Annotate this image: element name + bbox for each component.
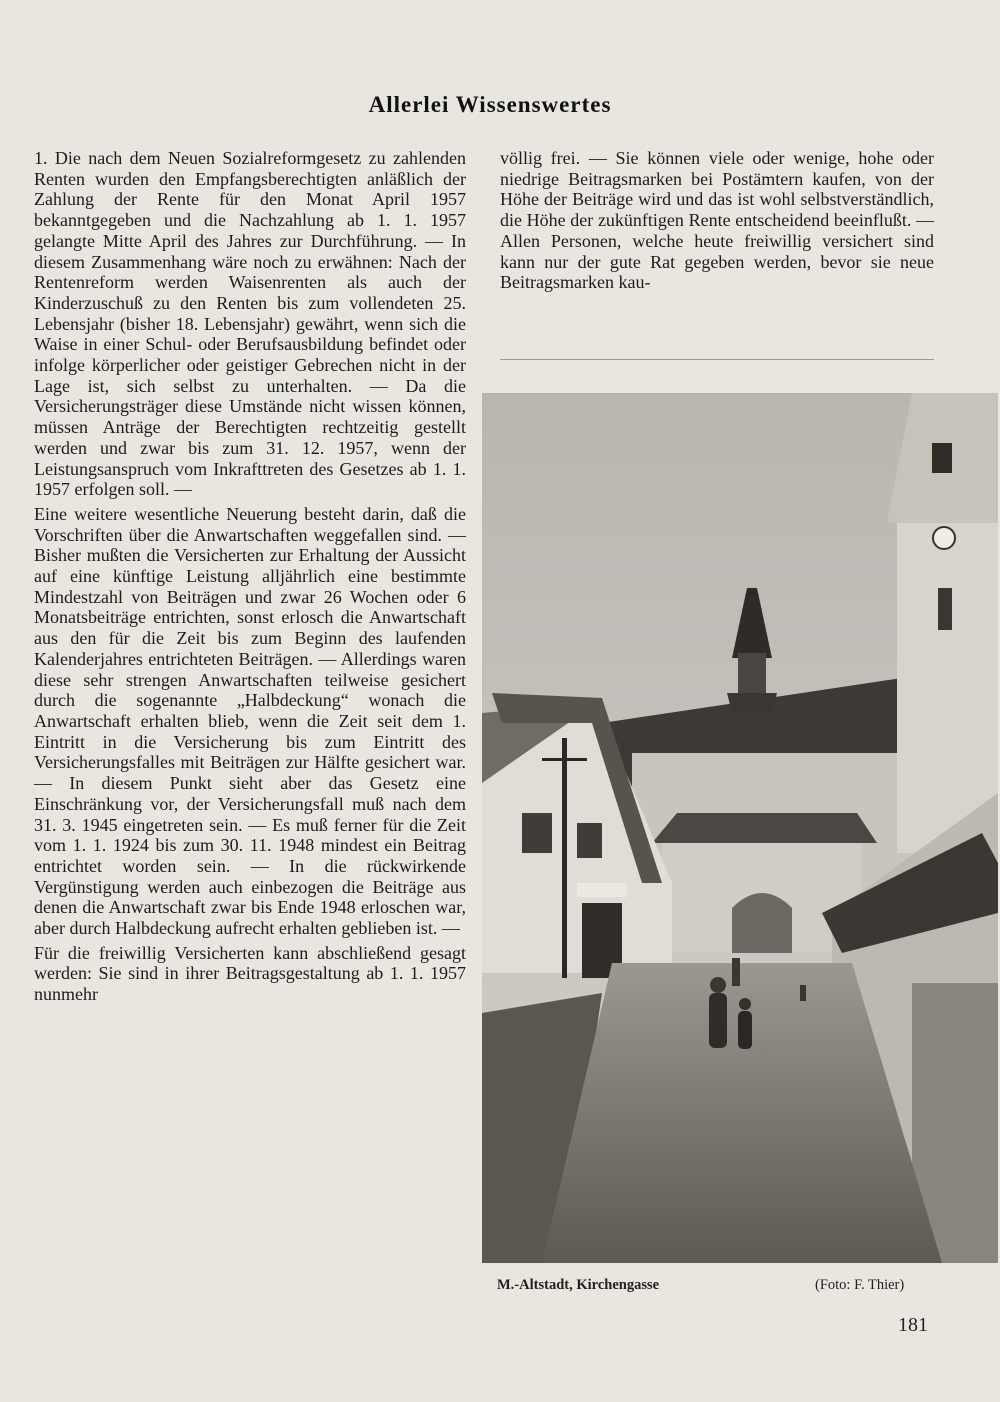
article-paragraph: Eine weitere wesentliche Neuerung besteht darin, daß die Vorschriften über die Anwartschaften weggefallen sind. — Bisher mußten die Versicherten zur Erhaltung der Aussicht auf eine künftige Leistung alljährlich eine bestimmte Mindestzahl von Beiträgen und zwar 26 Wochen oder 6 Monatsbeiträge entrichten, sonst erlosch die Anwartschaft aus den für die Zeit bis zum Beginn des laufenden Kalenderjahres entrichteten Beiträgen. — Allerdings waren diese sehr strengen Anwartschaften teilweise gesichert durch die sogenannte „Halbdeckung“ wonach die Anwartschaft erhalten blieb, wenn die Zeit seit dem 1. Eintritt in die Versicherung bis zum Eintritt des Versicherungsfalles mit Beiträgen zur Hälfte gesichert war. — In diesem Punkt sieht aber das Gesetz eine Einschränkung vor, der Versicherungsfall muß nach dem 31. 3. 1945 eingetreten sein. — Es muß ferner für die Zeit vom 1. 1. 1924 bis zum 30. 11. 1948 mindest ein Beitrag entrichtet worden sein. — In die rückwirkende Vergünstigung werden auch einbezogen die Beiträge aus denen die Anwartschaft zwar bis Ende 1948 erloschen war, aber durch Halbdeckung aufrecht erhalten geblieben ist. — [34, 503, 466, 939]
article-paragraph: Für die freiwillig Versicherten kann abschließend gesagt werden: Sie sind in ihrer Beitragsgestaltung ab 1. 1. 1957 nunmehr [34, 942, 466, 1005]
photo-caption: M.-Altstadt, Kirchengasse [497, 1277, 660, 1293]
article-paragraph: völlig frei. — Sie können viele oder wenige, hohe oder niedrige Beitragsmarken bei Postämtern kaufen, von der Höhe der Beiträge wird und das ist wohl selbstverständlich, die Höhe der zukünftigen Rente entscheidend beeinflußt. — Allen Personen, welche heute freiwillig versichert sind kann nur der gute Rat gegeben werden, bevor sie neue Beitragsmarken kau- [500, 148, 934, 293]
page-title: Allerlei Wissenswertes [368, 92, 612, 117]
article-right-column [500, 148, 934, 297]
page-number: 181 [898, 1314, 928, 1336]
article-paragraph: 1. Die nach dem Neuen Sozialreformgesetz zu zahlenden Renten wurden den Empfangsberechtigten anläßlich der Zahlung der Rente für den Monat April 1957 bekanntgegeben und die Nachzahlung ab 1. 1. 1957 gelangte Mitte April des Jahres zur Durchführung. — In diesem Zusammenhang wäre noch zu erwähnen: Nach der Rentenreform werden Waisenrenten als auch der Kinderzuschuß zu den Renten bis zum vollendeten 25. Lebensjahr (bisher 18. Lebensjahr) gewährt, wenn sich die Waise in einer Schul- oder Berufsausbildung befindet oder infolge körperlicher oder geistiger Gebrechen nicht in der Lage ist, sich selbst zu unterhalten. — Da die Versicherungsträger diese Umstände nicht wissen können, müssen Anträge der Berechtigten rechtzeitig gestellt werden und zwar bis zum 31. 12. 1957, wenn der Leistungsanspruch vom Inkrafttreten des Gesetzes ab 1. 1. 1957 erfolgen soll. — [34, 148, 466, 500]
photo-credit: (Foto: F. Thier) [815, 1277, 905, 1293]
column-divider-rule [500, 359, 934, 360]
article-left-column [34, 148, 466, 1009]
street-photo [482, 393, 998, 1263]
